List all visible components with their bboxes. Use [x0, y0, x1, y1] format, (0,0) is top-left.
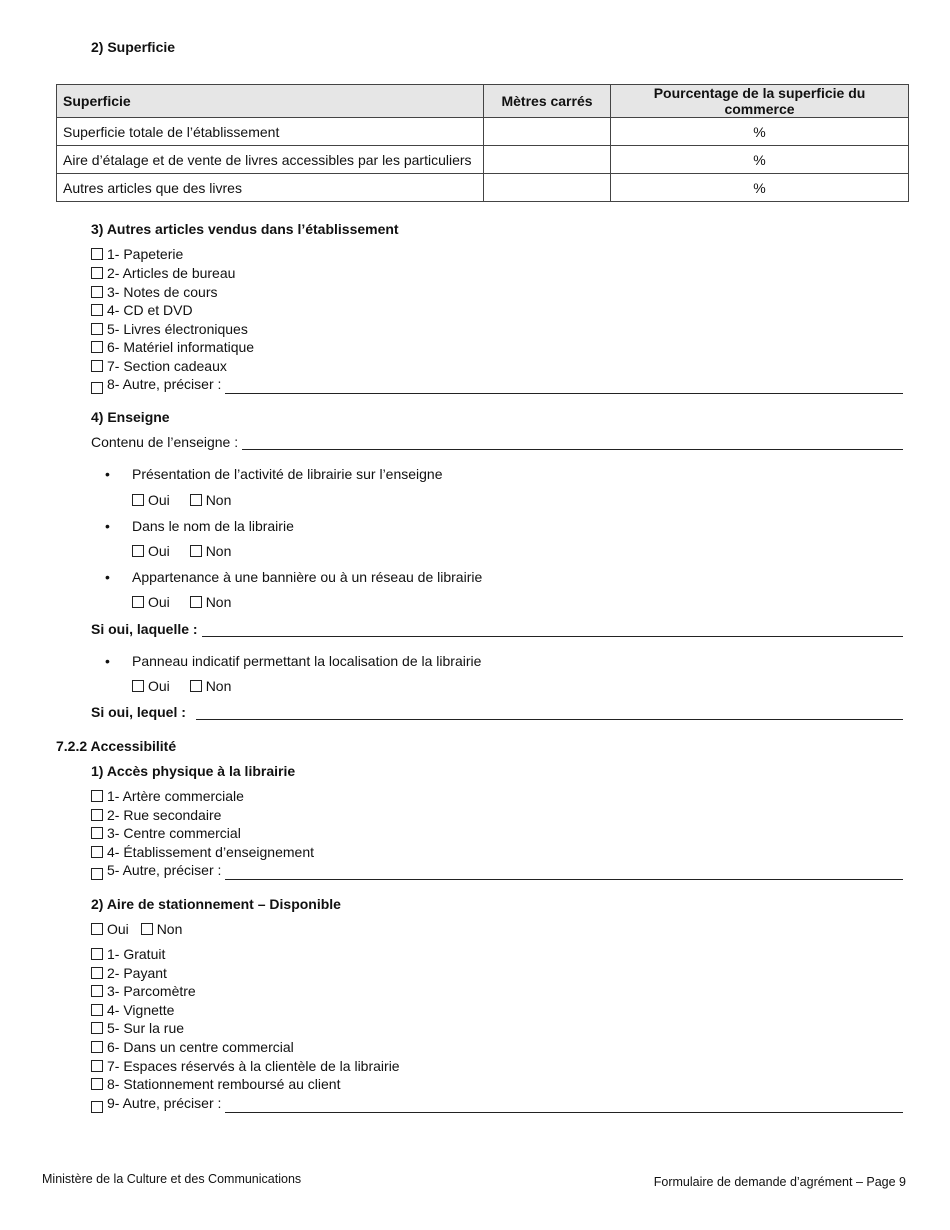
bullet-icon: •	[105, 653, 110, 669]
oui-label: Oui	[148, 594, 170, 610]
option-label: 1- Gratuit	[107, 946, 166, 962]
list-item	[91, 301, 193, 320]
option-label: 4- Établissement d’enseignement	[107, 844, 315, 860]
non-checkbox[interactable]	[141, 923, 153, 935]
non-label: Non	[205, 543, 232, 559]
checkbox[interactable]	[91, 967, 103, 979]
non-checkbox[interactable]	[190, 545, 202, 557]
contenu-enseigne-field[interactable]	[242, 435, 903, 450]
checkbox[interactable]	[91, 1060, 103, 1072]
table-cell-m2-input[interactable]	[484, 118, 611, 146]
checkbox[interactable]	[91, 846, 103, 858]
contenu-enseigne-label: Contenu de l’enseigne :	[91, 434, 239, 450]
stationnement-heading: 2) Aire de stationnement – Disponible	[91, 896, 341, 912]
list-item	[91, 1001, 174, 1020]
non-checkbox[interactable]	[190, 596, 202, 608]
checkbox[interactable]	[91, 948, 103, 960]
option-label: 2- Articles de bureau	[107, 265, 236, 281]
list-item	[91, 824, 241, 843]
question-panneau: Panneau indicatif permettant la localisation de la librairie	[132, 653, 482, 669]
non-checkbox[interactable]	[190, 494, 202, 506]
checkbox[interactable]	[91, 267, 103, 279]
option-label: 5- Sur la rue	[107, 1020, 185, 1036]
oui-checkbox[interactable]	[91, 923, 103, 935]
acces-physique-heading: 1) Accès physique à la librairie	[91, 763, 296, 779]
table-header-metres: Mètres carrés	[484, 85, 611, 118]
list-item	[91, 806, 221, 825]
non-label: Non	[205, 594, 232, 610]
si-oui-lequel-row	[91, 704, 903, 720]
option-label: 7- Espaces réservés à la clientèle de la librairie	[107, 1058, 400, 1074]
option-label: 3- Notes de cours	[107, 284, 218, 300]
option-label: 8- Autre, préciser :	[107, 376, 222, 392]
checkbox[interactable]	[91, 286, 103, 298]
list-item	[91, 1094, 903, 1113]
checkbox[interactable]	[91, 1004, 103, 1016]
list-item	[91, 283, 218, 302]
checkbox[interactable]	[91, 382, 103, 394]
autre-preciser-field[interactable]	[225, 379, 903, 394]
footer-right: Formulaire de demande d’agrément – Page 9	[653, 1175, 906, 1189]
table-row	[57, 118, 909, 146]
table-header-superficie: Superficie	[57, 85, 484, 118]
checkbox[interactable]	[91, 341, 103, 353]
checkbox[interactable]	[91, 323, 103, 335]
list-item	[91, 1038, 294, 1057]
superficie-table	[56, 84, 909, 202]
option-label: 7- Section cadeaux	[107, 358, 227, 374]
list-item	[91, 357, 227, 376]
oui-label: Oui	[148, 492, 170, 508]
table-row	[57, 174, 909, 202]
non-label: Non	[205, 492, 232, 508]
table-cell-label: Aire d’étalage et de vente de livres accessibles par les particuliers	[57, 146, 484, 174]
si-oui-laquelle-row	[91, 621, 903, 637]
option-label: 1- Artère commerciale	[107, 788, 244, 804]
option-label: 4- Vignette	[107, 1002, 175, 1018]
list-item	[91, 945, 165, 964]
oui-checkbox[interactable]	[132, 680, 144, 692]
oui-checkbox[interactable]	[132, 596, 144, 608]
option-label: 3- Parcomètre	[107, 983, 196, 999]
option-label: 6- Matériel informatique	[107, 339, 255, 355]
list-item	[91, 1057, 400, 1076]
table-cell-label: Superficie totale de l’établissement	[57, 118, 484, 146]
oui-label: Oui	[148, 678, 170, 694]
bullet-icon: •	[105, 518, 110, 534]
list-item	[91, 964, 167, 983]
oui-checkbox[interactable]	[132, 545, 144, 557]
checkbox[interactable]	[91, 248, 103, 260]
non-checkbox[interactable]	[190, 680, 202, 692]
oui-checkbox[interactable]	[132, 494, 144, 506]
si-oui-laquelle-label: Si oui, laquelle :	[91, 621, 198, 637]
superficie-heading: 2) Superficie	[91, 39, 176, 55]
option-label: 3- Centre commercial	[107, 825, 241, 841]
option-label: 2- Rue secondaire	[107, 807, 222, 823]
autre-preciser-field[interactable]	[225, 1098, 903, 1113]
non-label: Non	[205, 678, 232, 694]
table-header-row	[57, 85, 909, 118]
question-presentation: Présentation de l’activité de librairie sur l’enseigne	[132, 466, 443, 482]
bullet-icon: •	[105, 466, 110, 482]
checkbox[interactable]	[91, 360, 103, 372]
table-cell-pct-input[interactable]: %	[611, 146, 909, 174]
table-cell-pct-input[interactable]: %	[611, 118, 909, 146]
question-nom-librairie: Dans le nom de la librairie	[132, 518, 294, 534]
question-banniere: Appartenance à une bannière ou à un réseau de librairie	[132, 569, 483, 585]
list-item	[91, 1019, 184, 1038]
non-label: Non	[156, 921, 183, 937]
yes-no-group	[132, 678, 247, 694]
checkbox[interactable]	[91, 827, 103, 839]
checkbox[interactable]	[91, 790, 103, 802]
si-oui-lequel-field[interactable]	[196, 705, 903, 720]
oui-label: Oui	[107, 921, 129, 937]
table-cell-m2-input[interactable]	[484, 146, 611, 174]
list-item	[91, 861, 903, 880]
footer-left: Ministère de la Culture et des Communications	[42, 1172, 302, 1186]
checkbox[interactable]	[91, 1101, 103, 1113]
oui-label: Oui	[148, 543, 170, 559]
si-oui-lequel-label: Si oui, lequel :	[91, 704, 186, 720]
table-cell-label: Autres articles que des livres	[57, 174, 484, 202]
checkbox[interactable]	[91, 809, 103, 821]
yes-no-group	[91, 921, 182, 937]
autres-articles-heading: 3) Autres articles vendus dans l’établissement	[91, 221, 399, 237]
list-item	[91, 320, 248, 339]
table-cell-pct-input[interactable]: %	[611, 174, 909, 202]
autre-preciser-field[interactable]	[225, 865, 903, 880]
option-label: 9- Autre, préciser :	[107, 1095, 222, 1111]
table-header-pourcentage: Pourcentage de la superficie du commerce	[611, 85, 909, 118]
yes-no-group	[132, 492, 247, 508]
table-row	[57, 146, 909, 174]
option-label: 6- Dans un centre commercial	[107, 1039, 294, 1055]
yes-no-group	[132, 594, 247, 610]
si-oui-laquelle-field[interactable]	[202, 622, 903, 637]
option-label: 8- Stationnement remboursé au client	[107, 1076, 341, 1092]
list-item	[91, 264, 235, 283]
list-item	[91, 338, 254, 357]
yes-no-group	[132, 543, 247, 559]
checkbox[interactable]	[91, 304, 103, 316]
checkbox[interactable]	[91, 985, 103, 997]
list-item	[91, 787, 244, 806]
accessibilite-heading: 7.2.2 Accessibilité	[56, 738, 177, 754]
list-item	[91, 1075, 340, 1094]
option-label: 2- Payant	[107, 965, 167, 981]
checkbox[interactable]	[91, 1022, 103, 1034]
table-cell-m2-input[interactable]	[484, 174, 611, 202]
bullet-icon: •	[105, 569, 110, 585]
option-label: 5- Autre, préciser :	[107, 862, 222, 878]
list-item	[91, 245, 183, 264]
option-label: 4- CD et DVD	[107, 302, 193, 318]
checkbox[interactable]	[91, 1078, 103, 1090]
option-label: 5- Livres électroniques	[107, 321, 248, 337]
contenu-enseigne-row	[91, 434, 903, 450]
option-label: 1- Papeterie	[107, 246, 184, 262]
checkbox[interactable]	[91, 868, 103, 880]
list-item	[91, 982, 196, 1001]
list-item	[91, 375, 903, 394]
enseigne-heading: 4) Enseigne	[91, 409, 170, 425]
checkbox[interactable]	[91, 1041, 103, 1053]
list-item	[91, 843, 314, 862]
